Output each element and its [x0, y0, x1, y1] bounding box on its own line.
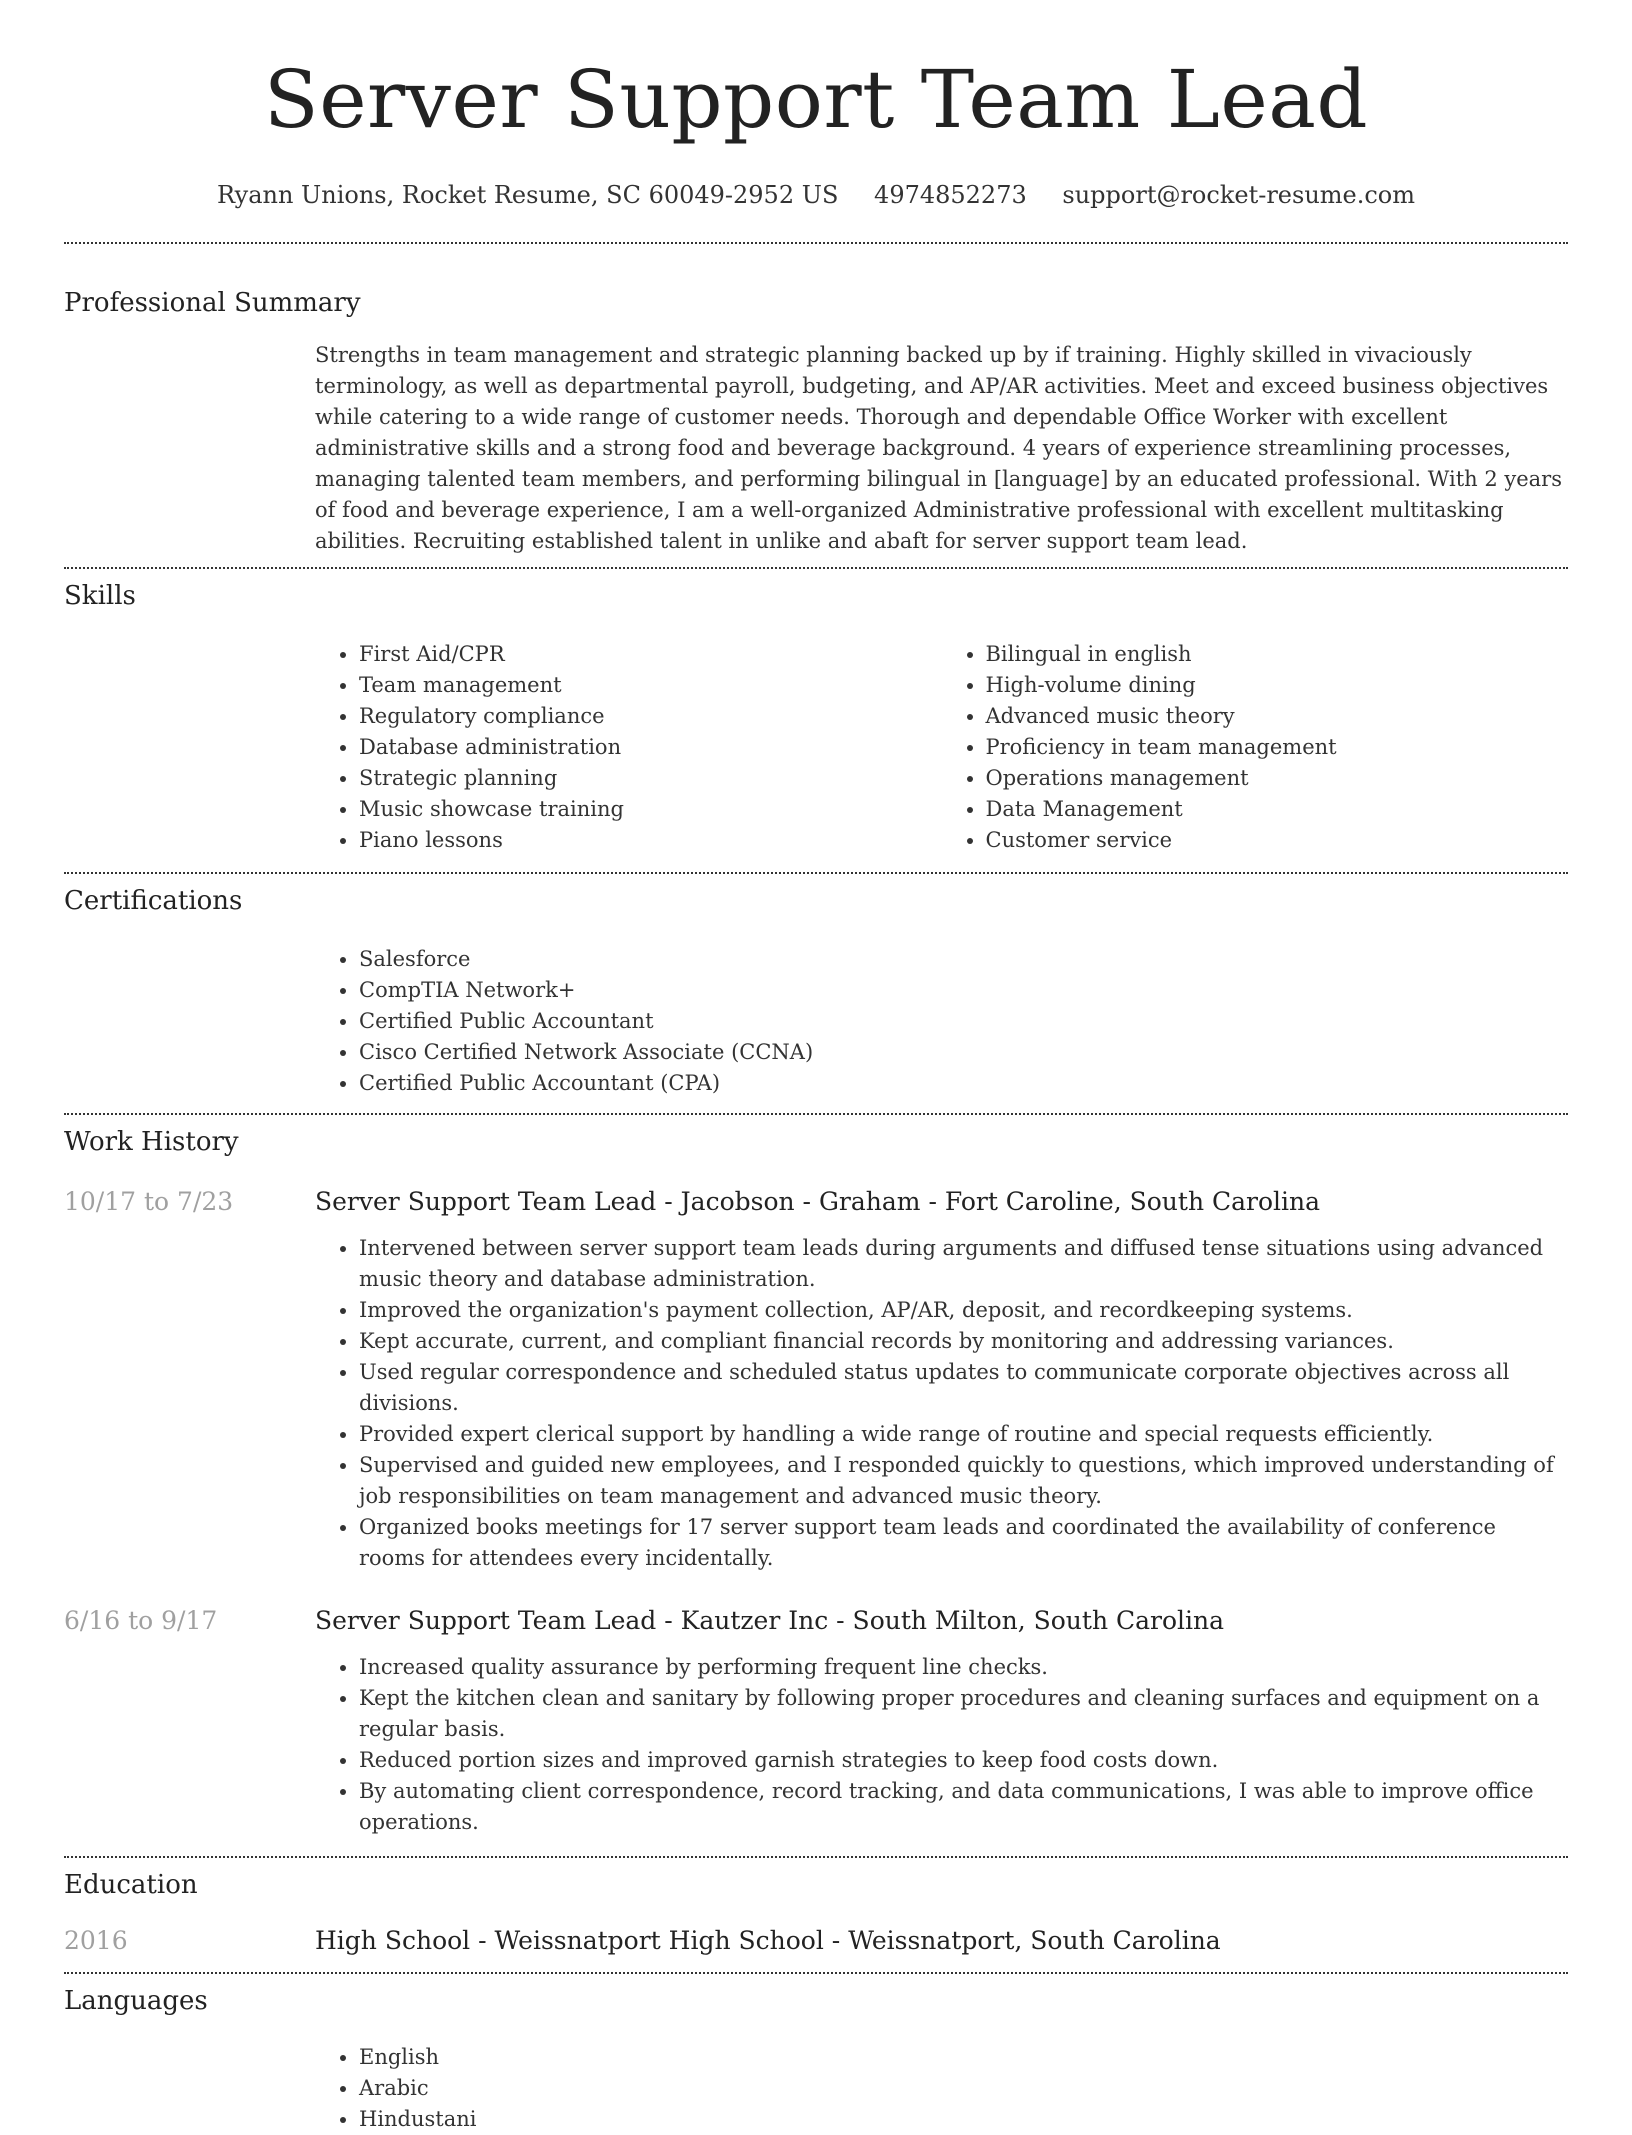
languages-section	[64, 1984, 1568, 2135]
work-section	[64, 1125, 1568, 1838]
job-entry	[64, 1604, 1568, 1838]
list-item: • Organized books meetings for 17 server support team leads and coordinated the availability of conference rooms for attendees every incidentally.	[359, 1512, 1568, 1574]
section-divider	[64, 872, 1568, 874]
education-date: 2016	[64, 1926, 128, 1955]
list-item: • Kept accurate, current, and compliant financial records by monitoring and addressing variances.	[359, 1326, 1568, 1357]
job-duties-list	[315, 1233, 1568, 1574]
skills-columns	[315, 639, 1568, 856]
languages-content	[315, 2042, 1568, 2135]
certifications-content	[315, 944, 1568, 1099]
list-item: • First Aid/CPR	[359, 639, 942, 670]
list-item: • Proficiency in team management	[986, 732, 1569, 763]
job-duties-list	[315, 1652, 1568, 1838]
list-item: • Improved the organization's payment collection, AP/AR, deposit, and recordkeeping systems.	[359, 1295, 1568, 1326]
job-heading: Server Support Team Lead - Jacobson - Graham - Fort Caroline, South Carolina	[315, 1187, 1321, 1216]
education-section	[64, 1868, 1568, 1958]
section-divider	[64, 242, 1568, 244]
list-item: • Advanced music theory	[986, 701, 1569, 732]
languages-list	[315, 2042, 1568, 2135]
list-item: • Kept the kitchen clean and sanitary by following proper procedures and cleaning surfaces and equipment on a regular basis.	[359, 1683, 1568, 1745]
section-divider	[64, 1972, 1568, 1974]
list-item: • Cisco Certified Network Associate (CCNA)	[359, 1037, 1568, 1068]
certifications-heading: Certifications	[64, 886, 243, 916]
job-dates: 10/17 to 7/23	[64, 1187, 234, 1216]
section-divider	[64, 567, 1568, 569]
list-item: • Supervised and guided new employees, and I responded quickly to questions, which improved understanding of job responsibilities on team management and advanced music theory.	[359, 1450, 1568, 1512]
skills-heading: Skills	[64, 581, 136, 611]
job-entry	[64, 1185, 1568, 1574]
list-item: • CompTIA Network+	[359, 975, 1568, 1006]
skills-list-right	[942, 639, 1569, 856]
contact-phone: 4974852273	[874, 181, 1027, 209]
list-item: • Strategic planning	[359, 763, 942, 794]
list-item: • Certified Public Accountant (CPA)	[359, 1068, 1568, 1099]
education-entry	[64, 1924, 1568, 1958]
education-heading: Education	[64, 1870, 198, 1900]
list-item: • Increased quality assurance by performing frequent line checks.	[359, 1652, 1568, 1683]
list-item: • Database administration	[359, 732, 942, 763]
contact-address: Ryann Unions, Rocket Resume, SC 60049-2952 US	[216, 181, 839, 209]
list-item: • Data Management	[986, 794, 1569, 825]
job-heading: Server Support Team Lead - Kautzer Inc - South Milton, South Carolina	[315, 1606, 1225, 1635]
education-details: High School - Weissnatport High School - Weissnatport, South Carolina	[315, 1926, 1221, 1955]
list-item: • By automating client correspondence, record tracking, and data communications, I was able to improve office operations.	[359, 1776, 1568, 1838]
summary-section	[64, 286, 1568, 557]
section-divider	[64, 1856, 1568, 1858]
list-item: • Used regular correspondence and scheduled status updates to communicate corporate objectives across all divisions.	[359, 1357, 1568, 1419]
work-heading: Work History	[64, 1127, 239, 1157]
resume-header	[0, 0, 1632, 212]
contact-line	[0, 178, 1632, 212]
certifications-list	[315, 944, 1568, 1099]
job-dates: 6/16 to 9/17	[64, 1606, 218, 1635]
list-item: • Bilingual in english	[986, 639, 1569, 670]
list-item: • Piano lessons	[359, 825, 942, 856]
section-divider	[64, 1113, 1568, 1115]
list-item: • Certified Public Accountant	[359, 1006, 1568, 1037]
list-item: • Regulatory compliance	[359, 701, 942, 732]
summary-heading: Professional Summary	[64, 288, 361, 318]
list-item: • Provided expert clerical support by handling a wide range of routine and special requests efficiently.	[359, 1419, 1568, 1450]
list-item: • Operations management	[986, 763, 1569, 794]
list-item: • Reduced portion sizes and improved garnish strategies to keep food costs down.	[359, 1745, 1568, 1776]
list-item: • High-volume dining	[986, 670, 1569, 701]
list-item: • English	[359, 2042, 1568, 2073]
list-item: • Intervened between server support team leads during arguments and diffused tense situations using advanced music theory and database administration.	[359, 1233, 1568, 1295]
resume-title: Server Support Team Lead	[263, 53, 1369, 146]
skills-section	[64, 579, 1568, 856]
list-item: • Music showcase training	[359, 794, 942, 825]
list-item: • Customer service	[986, 825, 1569, 856]
certifications-section	[64, 884, 1568, 1099]
list-item: • Hindustani	[359, 2104, 1568, 2135]
job-duties	[315, 1233, 1568, 1574]
contact-email: support@rocket-resume.com	[1062, 181, 1416, 209]
list-item: • Salesforce	[359, 944, 1568, 975]
skills-list-left	[315, 639, 942, 856]
list-item: • Arabic	[359, 2073, 1568, 2104]
summary-text: Strengths in team management and strategic planning backed up by if training. Highly skilled in vivaciously terminology, as well as departmental payroll, budgeting, and AP/AR activities. Meet and exceed business objectives while catering to a wide range of customer needs. Thorough and dependable Office Worker with excellent administrative skills and a strong food and beverage background. 4 years of experience streamlining processes, managing talented team members, and performing bilingual in [language] by an educated professional. With 2 years of food and beverage experience, I am a well-organized Administrative professional with excellent multitasking abilities. Recruiting established talent in unlike and abaft for server support team lead.	[315, 343, 1562, 553]
languages-heading: Languages	[64, 1986, 208, 2016]
list-item: • Team management	[359, 670, 942, 701]
job-duties	[315, 1652, 1568, 1838]
